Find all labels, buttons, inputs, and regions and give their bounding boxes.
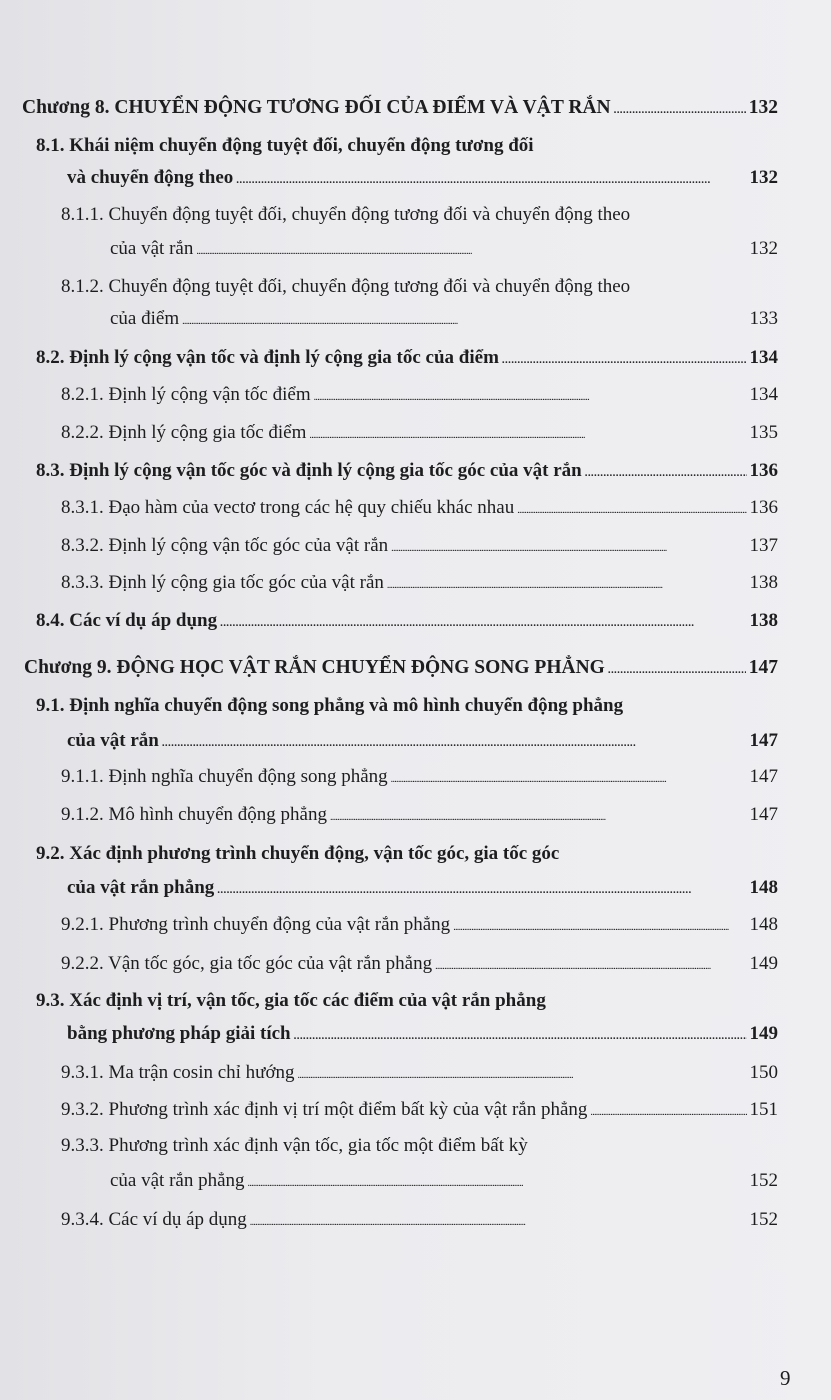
toc-section-8-2[interactable] — [36, 346, 778, 372]
page-ref: 148 — [749, 914, 778, 935]
toc-sub-8-1-2-line1[interactable]: 8.1.2. Chuyển động tuyệt đối, chuyển động tương đối và chuyển động theo — [61, 276, 631, 297]
toc-sub-9-1-2[interactable] — [61, 803, 778, 830]
page-number: 9 — [780, 1366, 791, 1390]
page-ref: 148 — [749, 877, 778, 898]
toc-sub-8-1-2[interactable] — [110, 307, 778, 334]
page-ref: 147 — [748, 657, 778, 678]
dot-leader — [391, 534, 746, 561]
toc-sub-8-3-3[interactable] — [61, 571, 778, 598]
toc-sub-8-1-1[interactable] — [110, 237, 778, 264]
section-title-cont: bằng phương pháp giải tích — [67, 1023, 291, 1044]
page-ref: 133 — [749, 308, 778, 329]
page-ref: 149 — [749, 1023, 778, 1044]
dot-leader — [250, 1208, 747, 1235]
page-ref: 136 — [749, 497, 778, 518]
dot-leader — [387, 571, 747, 598]
page-ref: 132 — [749, 167, 778, 188]
toc-section-8-1-line1[interactable]: 8.1. Khái niệm chuyển động tuyệt đối, chuyển động tương đối — [36, 135, 534, 156]
toc-sub-9-3-2[interactable] — [61, 1098, 778, 1125]
toc-sub-9-3-4[interactable] — [61, 1208, 778, 1235]
section-title-cont: của vật rắn phẳng — [67, 877, 215, 898]
dot-leader — [182, 307, 746, 334]
sub-title: 9.2.1. Phương trình chuyển động của vật rắn phẳng — [61, 914, 451, 935]
toc-sub-8-2-2[interactable] — [61, 421, 778, 448]
sub-title-cont: của điểm — [110, 308, 180, 329]
toc-sub-9-1-1[interactable] — [61, 765, 778, 792]
toc-sub-9-3-3-line1[interactable]: 9.3.3. Phương trình xác định vận tốc, gia tốc một điểm bất kỳ — [61, 1135, 528, 1156]
page-ref: 135 — [749, 422, 778, 443]
page-ref: 138 — [749, 610, 778, 631]
sub-title: 9.1.1. Định nghĩa chuyển động song phẳng — [61, 766, 388, 787]
dot-leader — [614, 96, 746, 122]
sub-title-cont: của vật rắn phẳng — [110, 1170, 245, 1191]
page-ref: 132 — [748, 97, 778, 118]
dot-leader — [391, 765, 747, 792]
sub-title: 9.3.1. Ma trận cosin chỉ hướng — [61, 1062, 295, 1083]
dot-leader — [330, 803, 747, 830]
dot-leader — [298, 1061, 747, 1088]
page-ref: 147 — [749, 804, 778, 825]
toc-section-9-1-line1[interactable]: 9.1. Định nghĩa chuyển động song phẳng và mô hình chuyển động phẳng — [36, 695, 624, 716]
page-ref: 134 — [749, 347, 778, 368]
toc-sub-9-3-1[interactable] — [61, 1061, 778, 1088]
chapter-title: Chương 8. CHUYỂN ĐỘNG TƯƠNG ĐỐI CỦA ĐIỂM VÀ VẬT RẮN — [22, 97, 611, 118]
dot-leader — [435, 952, 746, 979]
page-ref: 147 — [749, 766, 778, 787]
toc-section-9-1[interactable] — [67, 729, 778, 755]
page-ref: 137 — [749, 535, 778, 556]
section-title-cont: của vật rắn — [67, 730, 159, 751]
page-ref: 134 — [749, 384, 778, 405]
dot-leader — [196, 237, 746, 264]
dot-leader — [309, 421, 746, 448]
section-title-cont: và chuyển động theo — [67, 167, 234, 188]
toc-sub-9-2-2[interactable] — [61, 952, 778, 979]
page-ref: 152 — [749, 1209, 778, 1230]
sub-title-cont: của vật rắn — [110, 238, 194, 259]
dot-leader — [217, 876, 746, 902]
dot-leader — [502, 346, 747, 372]
dot-leader — [162, 729, 747, 755]
sub-title: 8.2.2. Định lý cộng gia tốc điểm — [61, 422, 307, 443]
toc-sub-9-2-1[interactable] — [61, 913, 778, 940]
dot-leader — [220, 609, 746, 635]
dot-leader — [248, 1169, 747, 1196]
toc-section-9-3-line1[interactable]: 9.3. Xác định vị trí, vận tốc, gia tốc các điểm của vật rắn phẳng — [36, 990, 546, 1011]
page-ref: 132 — [749, 238, 778, 259]
section-title: 8.2. Định lý cộng vận tốc và định lý cộng gia tốc của điểm — [36, 347, 499, 368]
dot-leader — [608, 656, 746, 682]
page-ref: 150 — [749, 1062, 778, 1083]
toc-sub-8-2-1[interactable] — [61, 383, 778, 410]
toc-sub-8-3-2[interactable] — [61, 534, 778, 561]
toc-chapter-9[interactable] — [24, 656, 778, 682]
sub-title: 8.2.1. Định lý cộng vận tốc điểm — [61, 384, 311, 405]
page-ref: 138 — [749, 572, 778, 593]
toc-section-8-3[interactable] — [36, 459, 778, 485]
toc-sub-9-3-3[interactable] — [110, 1169, 778, 1196]
toc-sub-8-3-1[interactable] — [61, 496, 778, 523]
toc-section-9-3[interactable] — [67, 1022, 778, 1048]
toc-section-9-2-line1[interactable]: 9.2. Xác định phương trình chuyển động, vận tốc góc, gia tốc góc — [36, 843, 560, 864]
dot-leader — [517, 496, 746, 523]
section-title: 8.3. Định lý cộng vận tốc góc và định lý cộng gia tốc góc của vật rắn — [36, 460, 582, 481]
sub-title: 9.3.4. Các ví dụ áp dụng — [61, 1209, 247, 1230]
page-ref: 149 — [749, 953, 778, 974]
toc-section-8-1[interactable] — [67, 166, 778, 192]
sub-title: 9.1.2. Mô hình chuyển động phẳng — [61, 804, 327, 825]
toc-section-9-2[interactable] — [67, 876, 778, 902]
dot-leader — [314, 383, 747, 410]
sub-title: 8.3.1. Đạo hàm của vectơ trong các hệ quy chiếu khác nhau — [61, 497, 515, 518]
dot-leader — [590, 1098, 746, 1125]
toc-chapter-8[interactable] — [22, 96, 778, 122]
section-title: 8.4. Các ví dụ áp dụng — [36, 610, 218, 631]
dot-leader — [236, 166, 746, 192]
page-ref: 152 — [749, 1170, 778, 1191]
sub-title: 8.3.3. Định lý cộng gia tốc góc của vật rắn — [61, 572, 384, 593]
chapter-title: Chương 9. ĐỘNG HỌC VẬT RẮN CHUYỂN ĐỘNG SONG PHẲNG — [24, 657, 605, 678]
sub-title: 9.2.2. Vận tốc góc, gia tốc góc của vật rắn phẳng — [61, 953, 433, 974]
dot-leader — [453, 913, 746, 940]
page-ref: 147 — [749, 730, 778, 751]
sub-title: 9.3.2. Phương trình xác định vị trí một điểm bất kỳ của vật rắn phẳng — [61, 1099, 588, 1120]
page-ref: 136 — [749, 460, 778, 481]
toc-sub-8-1-1-line1[interactable]: 8.1.1. Chuyển động tuyệt đối, chuyển động tương đối và chuyển động theo — [61, 204, 631, 225]
page-ref: 151 — [749, 1099, 778, 1120]
dot-leader — [294, 1022, 747, 1048]
sub-title: 8.3.2. Định lý cộng vận tốc góc của vật rắn — [61, 535, 389, 556]
dot-leader — [585, 459, 747, 485]
toc-section-8-4[interactable] — [36, 609, 778, 635]
